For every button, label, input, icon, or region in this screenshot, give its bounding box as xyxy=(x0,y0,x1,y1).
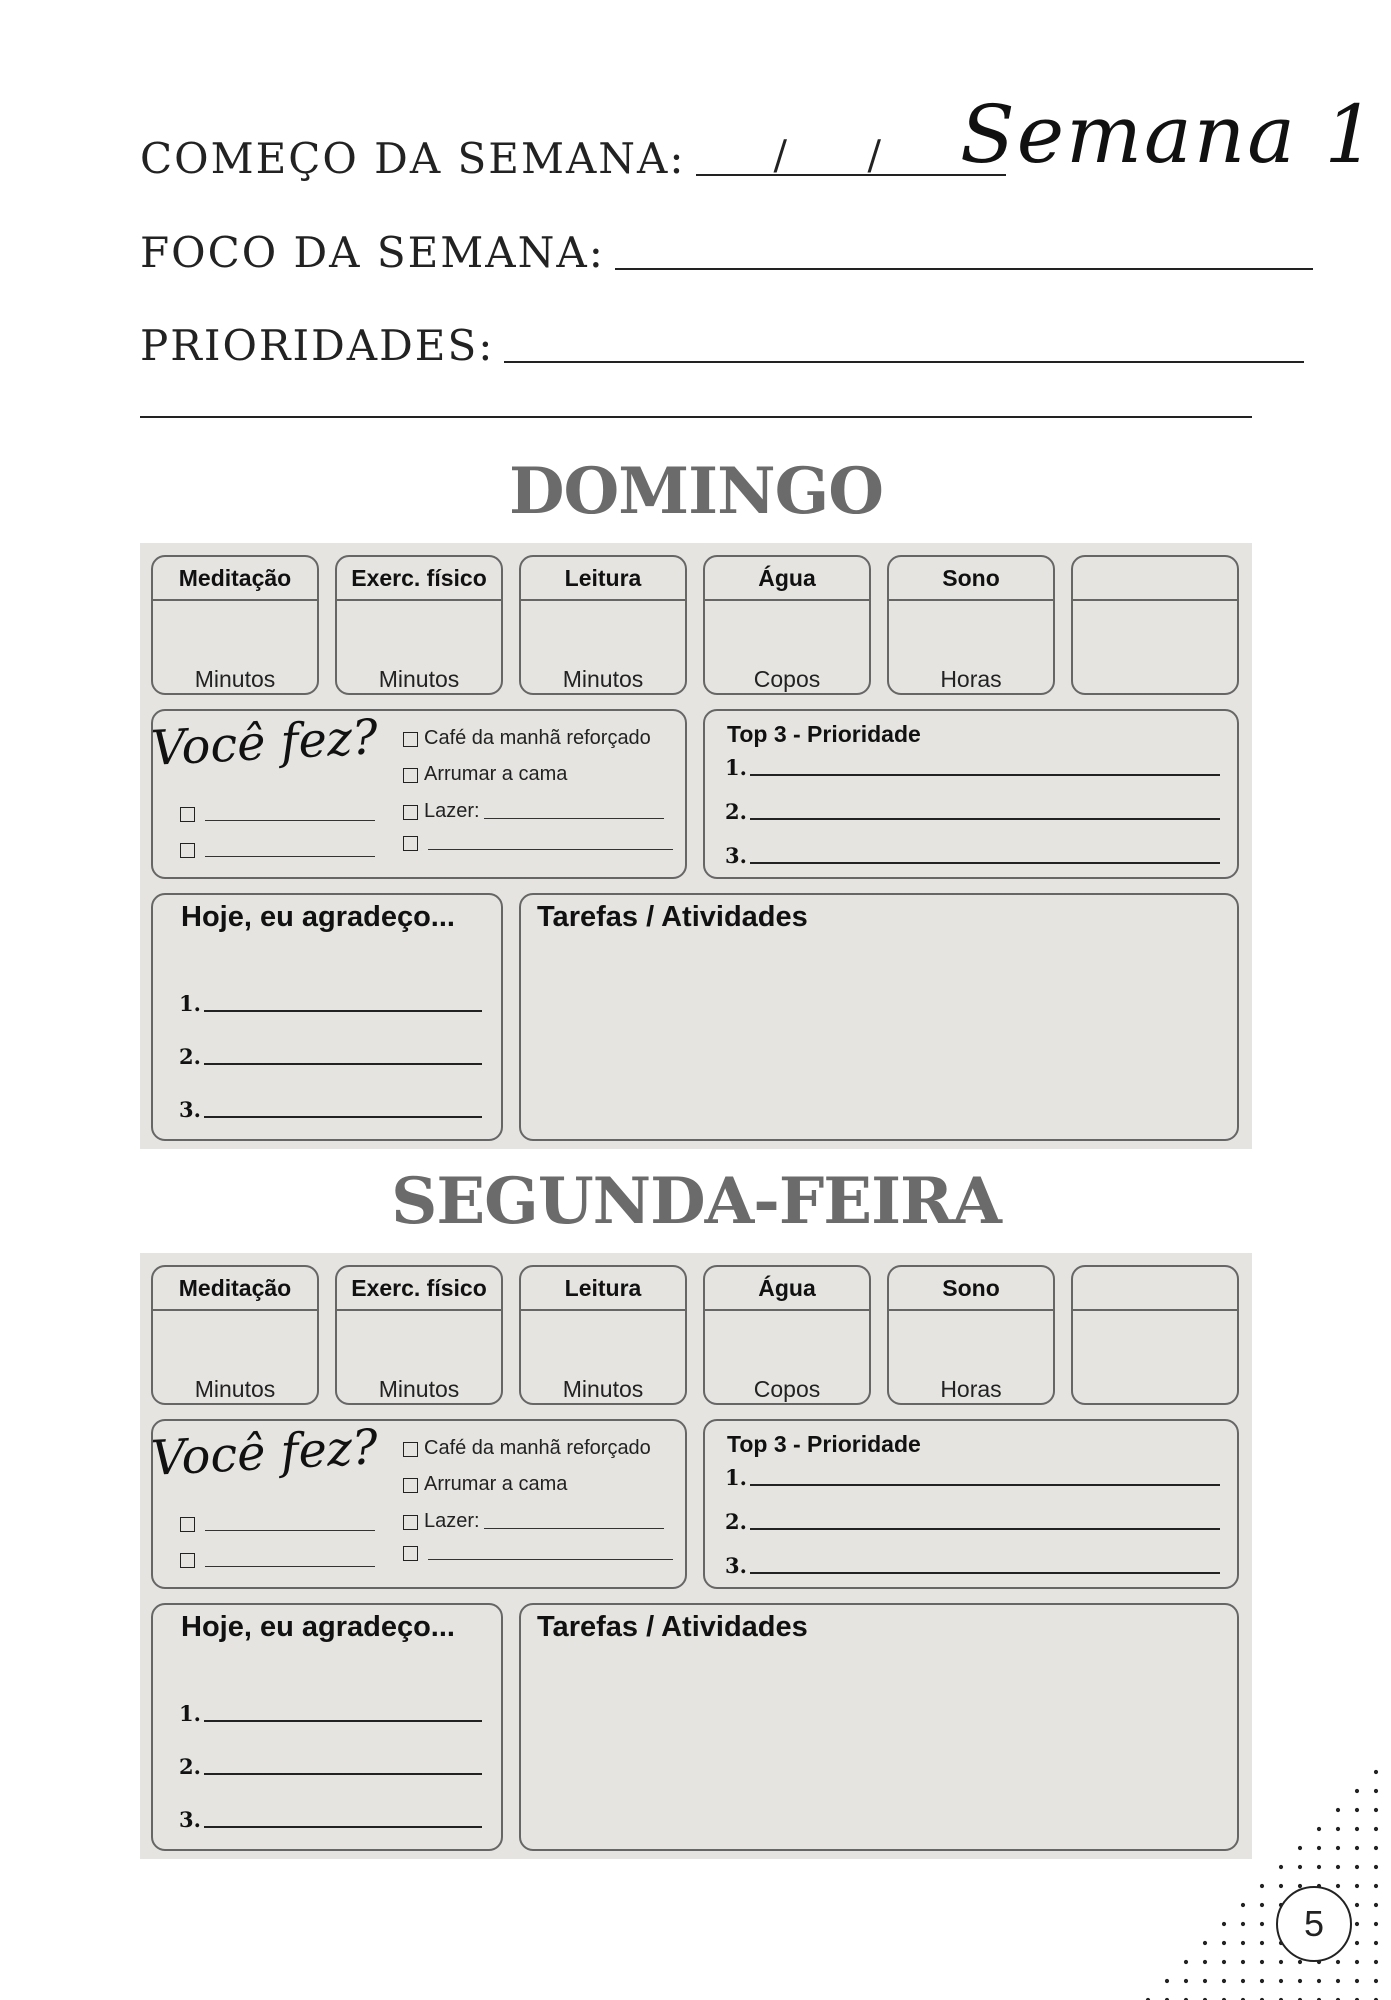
line-number: 3. xyxy=(179,1097,201,1122)
checkbox[interactable] xyxy=(403,1478,418,1493)
tracker-exercise[interactable] xyxy=(335,1265,503,1405)
week-start-label: COMEÇO DA SEMANA: xyxy=(140,134,686,183)
tracker-label[interactable] xyxy=(1073,1267,1237,1311)
tracker-label: Sono xyxy=(889,1267,1053,1311)
tracker-unit: Minutos xyxy=(378,666,460,692)
tasks-title: Tarefas / Atividades xyxy=(537,901,808,933)
checkbox[interactable] xyxy=(180,1553,195,1568)
leisure-line[interactable] xyxy=(484,1528,664,1529)
tracker-label[interactable] xyxy=(1073,557,1237,601)
check-label: Café da manhã reforçado xyxy=(424,727,651,749)
checkbox[interactable] xyxy=(403,1442,418,1457)
tracker-unit: Minutos xyxy=(194,1376,276,1402)
gratitude-line-3[interactable] xyxy=(179,1099,482,1120)
tracker-label: Meditação xyxy=(153,557,317,601)
check-label: Lazer: xyxy=(424,800,480,822)
custom-check-line[interactable] xyxy=(205,1566,375,1567)
week-focus-row xyxy=(140,228,1313,277)
priorities-row xyxy=(140,321,1304,370)
page-number: 5 xyxy=(1276,1886,1352,1962)
tracker-label: Água xyxy=(705,557,869,601)
top3-line-1[interactable] xyxy=(725,1467,1220,1488)
tracker-label: Água xyxy=(705,1267,869,1311)
gratitude-line-1[interactable] xyxy=(179,993,482,1014)
leisure-line[interactable] xyxy=(484,818,664,819)
gratitude-line-3[interactable] xyxy=(179,1809,482,1830)
checkbox[interactable] xyxy=(180,843,195,858)
check-item-bed[interactable] xyxy=(403,1473,567,1496)
tracker-unit: Horas xyxy=(940,1376,1002,1402)
write-line[interactable] xyxy=(204,1826,482,1828)
line-number: 3. xyxy=(725,843,747,868)
tracker-water[interactable] xyxy=(703,1265,871,1405)
tracker-unit: Copos xyxy=(753,666,821,692)
tracker-label: Leitura xyxy=(521,1267,685,1311)
write-line[interactable] xyxy=(204,1720,482,1722)
write-line[interactable] xyxy=(750,1484,1220,1486)
write-line[interactable] xyxy=(750,862,1220,864)
check-item-custom[interactable] xyxy=(403,1546,673,1564)
line-number: 2. xyxy=(179,1754,201,1779)
custom-check-line[interactable] xyxy=(428,849,673,850)
checkbox[interactable] xyxy=(403,1546,418,1561)
tracker-sleep[interactable] xyxy=(887,555,1055,695)
tracker-label: Sono xyxy=(889,557,1053,601)
top3-line-3[interactable] xyxy=(725,1555,1220,1576)
checkbox[interactable] xyxy=(180,1517,195,1532)
custom-check-line[interactable] xyxy=(428,1559,673,1560)
line-number: 1. xyxy=(725,1465,747,1490)
tracker-unit: Copos xyxy=(753,1376,821,1402)
week-focus-field[interactable] xyxy=(615,268,1313,270)
custom-check-line[interactable] xyxy=(205,1530,375,1531)
custom-check-item[interactable] xyxy=(180,1517,375,1535)
write-line[interactable] xyxy=(750,1528,1220,1530)
check-label: Arrumar a cama xyxy=(424,1473,568,1495)
top3-line-2[interactable] xyxy=(725,801,1220,822)
tasks-box[interactable] xyxy=(519,893,1239,1141)
tracker-label: Exerc. físico xyxy=(337,1267,501,1311)
check-item-breakfast[interactable] xyxy=(403,1437,651,1460)
voce-fez-box xyxy=(151,709,687,879)
tracker-unit: Horas xyxy=(940,666,1002,692)
priorities-extra-line[interactable] xyxy=(140,416,1252,418)
date-slash: / xyxy=(867,133,881,179)
week-start-row xyxy=(140,133,1006,183)
week-focus-label: FOCO DA SEMANA: xyxy=(140,228,605,277)
tracker-reading[interactable] xyxy=(519,1265,687,1405)
top3-title: Top 3 - Prioridade xyxy=(727,1431,921,1457)
custom-check-item[interactable] xyxy=(180,807,375,825)
top3-line-3[interactable] xyxy=(725,845,1220,866)
custom-check-line[interactable] xyxy=(205,820,375,821)
top3-title: Top 3 - Prioridade xyxy=(727,721,921,747)
line-number: 1. xyxy=(725,755,747,780)
gratitude-box xyxy=(151,1603,503,1851)
check-label: Arrumar a cama xyxy=(424,763,568,785)
tracker-unit: Minutos xyxy=(562,1376,644,1402)
checkbox[interactable] xyxy=(403,805,418,820)
tracker-custom[interactable] xyxy=(1071,1265,1239,1405)
priorities-field[interactable] xyxy=(504,361,1304,363)
day-title-domingo: DOMINGO xyxy=(509,454,883,529)
check-item-custom[interactable] xyxy=(403,836,673,854)
gratitude-title: Hoje, eu agradeço... xyxy=(181,1611,455,1643)
write-line[interactable] xyxy=(750,774,1220,776)
voce-fez-title: Você fez? xyxy=(149,1419,380,1487)
tracker-water[interactable] xyxy=(703,555,871,695)
check-label: Lazer: xyxy=(424,1510,480,1532)
tracker-custom[interactable] xyxy=(1071,555,1239,695)
tasks-title: Tarefas / Atividades xyxy=(537,1611,808,1643)
day-title-segunda-feira: SEGUNDA-FEIRA xyxy=(391,1164,1001,1239)
tracker-label: Exerc. físico xyxy=(337,557,501,601)
write-line[interactable] xyxy=(204,1773,482,1775)
gratitude-line-1[interactable] xyxy=(179,1703,482,1724)
check-item-bed[interactable] xyxy=(403,763,567,786)
tasks-box[interactable] xyxy=(519,1603,1239,1851)
gratitude-title: Hoje, eu agradeço... xyxy=(181,901,455,933)
custom-check-line[interactable] xyxy=(205,856,375,857)
gratitude-line-2[interactable] xyxy=(179,1046,482,1067)
check-label: Café da manhã reforçado xyxy=(424,1437,651,1459)
top3-box xyxy=(703,1419,1239,1589)
write-line[interactable] xyxy=(204,1063,482,1065)
top3-line-1[interactable] xyxy=(725,757,1220,778)
tracker-unit: Minutos xyxy=(562,666,644,692)
write-line[interactable] xyxy=(204,1116,482,1118)
tracker-meditation[interactable] xyxy=(151,1265,319,1405)
tracker-label: Leitura xyxy=(521,557,685,601)
tracker-unit: Minutos xyxy=(194,666,276,692)
gratitude-box xyxy=(151,893,503,1141)
tracker-sleep[interactable] xyxy=(887,1265,1055,1405)
check-item-leisure[interactable] xyxy=(403,800,664,823)
day-panel-segunda-feira xyxy=(140,1253,1252,1859)
checkbox[interactable] xyxy=(180,807,195,822)
dot-pattern xyxy=(1140,1745,1391,2000)
write-line[interactable] xyxy=(750,1572,1220,1574)
line-number: 3. xyxy=(179,1807,201,1832)
custom-check-item[interactable] xyxy=(180,1553,375,1571)
checkbox[interactable] xyxy=(403,1515,418,1530)
check-item-breakfast[interactable] xyxy=(403,727,651,750)
line-number: 2. xyxy=(725,799,747,824)
top3-box xyxy=(703,709,1239,879)
write-line[interactable] xyxy=(204,1010,482,1012)
tracker-reading[interactable] xyxy=(519,555,687,695)
checkbox[interactable] xyxy=(403,732,418,747)
voce-fez-title: Você fez? xyxy=(149,709,380,777)
top3-line-2[interactable] xyxy=(725,1511,1220,1532)
tracker-meditation[interactable] xyxy=(151,555,319,695)
gratitude-line-2[interactable] xyxy=(179,1756,482,1777)
custom-check-item[interactable] xyxy=(180,843,375,861)
priorities-label: PRIORIDADES: xyxy=(140,321,495,370)
checkbox[interactable] xyxy=(403,836,418,851)
line-number: 2. xyxy=(725,1509,747,1534)
date-slash: / xyxy=(773,133,787,179)
day-panel-domingo xyxy=(140,543,1252,1149)
line-number: 2. xyxy=(179,1044,201,1069)
tracker-exercise[interactable] xyxy=(335,555,503,695)
tracker-unit: Minutos xyxy=(378,1376,460,1402)
line-number: 1. xyxy=(179,991,201,1016)
check-item-leisure[interactable] xyxy=(403,1510,664,1533)
line-number: 3. xyxy=(725,1553,747,1578)
voce-fez-box xyxy=(151,1419,687,1589)
tracker-label: Meditação xyxy=(153,1267,317,1311)
line-number: 1. xyxy=(179,1701,201,1726)
week-title: Semana 1 xyxy=(960,88,1378,181)
checkbox[interactable] xyxy=(403,768,418,783)
write-line[interactable] xyxy=(750,818,1220,820)
